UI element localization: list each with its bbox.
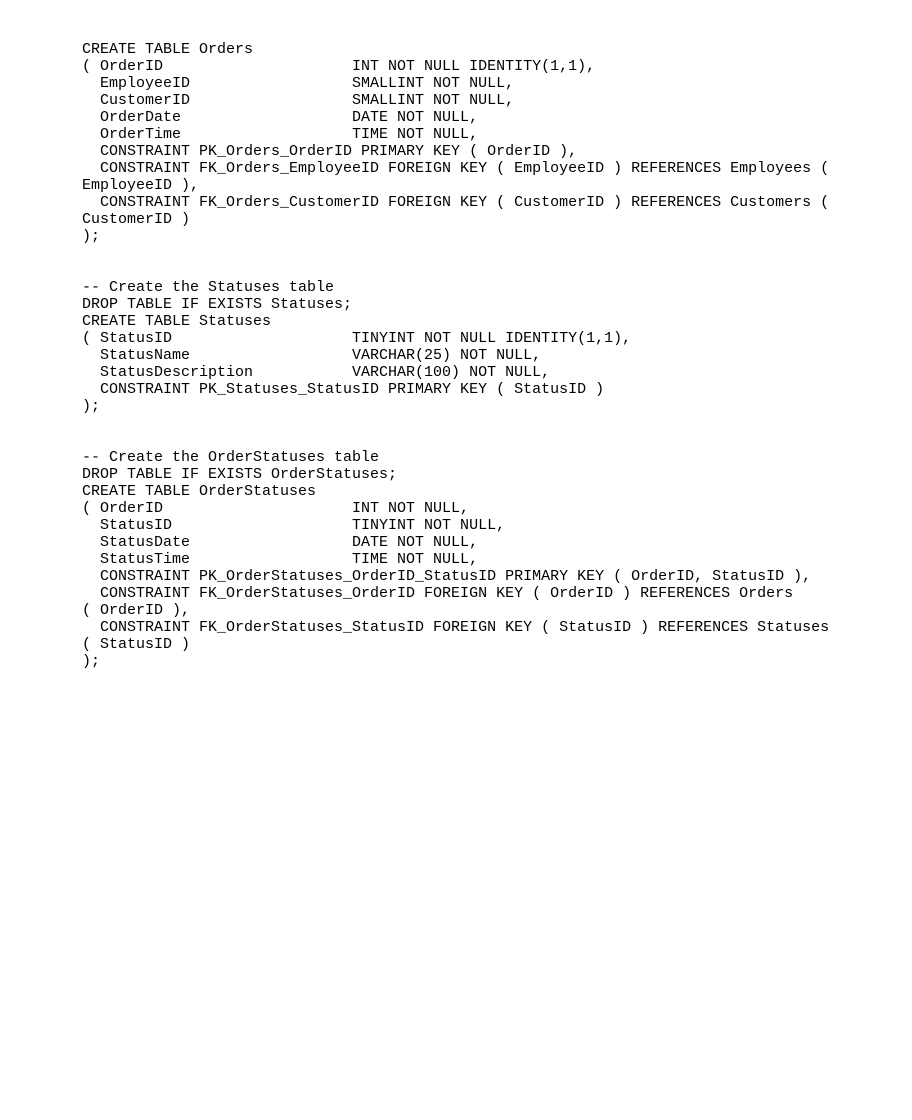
code-line: CONSTRAINT FK_OrderStatuses_OrderID FOREIGN KEY ( OrderID ) REFERENCES Orders bbox=[82, 585, 794, 602]
create-orders-block bbox=[82, 41, 882, 245]
code-line: CONSTRAINT PK_Statuses_StatusID PRIMARY KEY ( StatusID ) bbox=[82, 381, 605, 398]
code-line: StatusDate DATE NOT NULL, bbox=[82, 534, 479, 551]
code-line: ); bbox=[82, 398, 101, 415]
code-line: OrderDate DATE NOT NULL, bbox=[82, 109, 479, 126]
code-line: ); bbox=[82, 228, 101, 245]
code-line: DROP TABLE IF EXISTS Statuses; bbox=[82, 296, 353, 313]
create-orderstatuses-block bbox=[82, 449, 882, 670]
code-line: ); bbox=[82, 653, 101, 670]
code-line: CONSTRAINT PK_OrderStatuses_OrderID_StatusID PRIMARY KEY ( OrderID, StatusID ), bbox=[82, 568, 812, 585]
code-line: CONSTRAINT FK_Orders_CustomerID FOREIGN KEY ( CustomerID ) REFERENCES Customers ( bbox=[82, 194, 830, 211]
code-line: ( StatusID TINYINT NOT NULL IDENTITY(1,1), bbox=[82, 330, 632, 347]
code-line: ( OrderID INT NOT NULL, bbox=[82, 500, 470, 517]
code-line: StatusTime TIME NOT NULL, bbox=[82, 551, 479, 568]
code-comment: -- Create the Statuses table bbox=[82, 279, 335, 296]
code-line: ( StatusID ) bbox=[82, 636, 191, 653]
create-statuses-block bbox=[82, 279, 882, 415]
code-line: CREATE TABLE Orders bbox=[82, 41, 254, 58]
code-line: StatusName VARCHAR(25) NOT NULL, bbox=[82, 347, 542, 364]
code-line: CONSTRAINT PK_Orders_OrderID PRIMARY KEY ( OrderID ), bbox=[82, 143, 578, 160]
code-line: CREATE TABLE Statuses bbox=[82, 313, 272, 330]
code-comment: -- Create the OrderStatuses table bbox=[82, 449, 380, 466]
code-line: CustomerID SMALLINT NOT NULL, bbox=[82, 92, 515, 109]
code-line: StatusDescription VARCHAR(100) NOT NULL, bbox=[82, 364, 551, 381]
code-line: EmployeeID SMALLINT NOT NULL, bbox=[82, 75, 515, 92]
document-page bbox=[82, 41, 882, 704]
code-line: CustomerID ) bbox=[82, 211, 191, 228]
code-line: ( OrderID INT NOT NULL IDENTITY(1,1), bbox=[82, 58, 596, 75]
code-line: CONSTRAINT FK_Orders_EmployeeID FOREIGN KEY ( EmployeeID ) REFERENCES Employees ( bbox=[82, 160, 830, 177]
code-line: StatusID TINYINT NOT NULL, bbox=[82, 517, 506, 534]
code-line: DROP TABLE IF EXISTS OrderStatuses; bbox=[82, 466, 398, 483]
code-line: CONSTRAINT FK_OrderStatuses_StatusID FOREIGN KEY ( StatusID ) REFERENCES Statuses bbox=[82, 619, 830, 636]
code-line: ( OrderID ), bbox=[82, 602, 191, 619]
code-line: OrderTime TIME NOT NULL, bbox=[82, 126, 479, 143]
code-line: EmployeeID ), bbox=[82, 177, 200, 194]
code-line: CREATE TABLE OrderStatuses bbox=[82, 483, 317, 500]
